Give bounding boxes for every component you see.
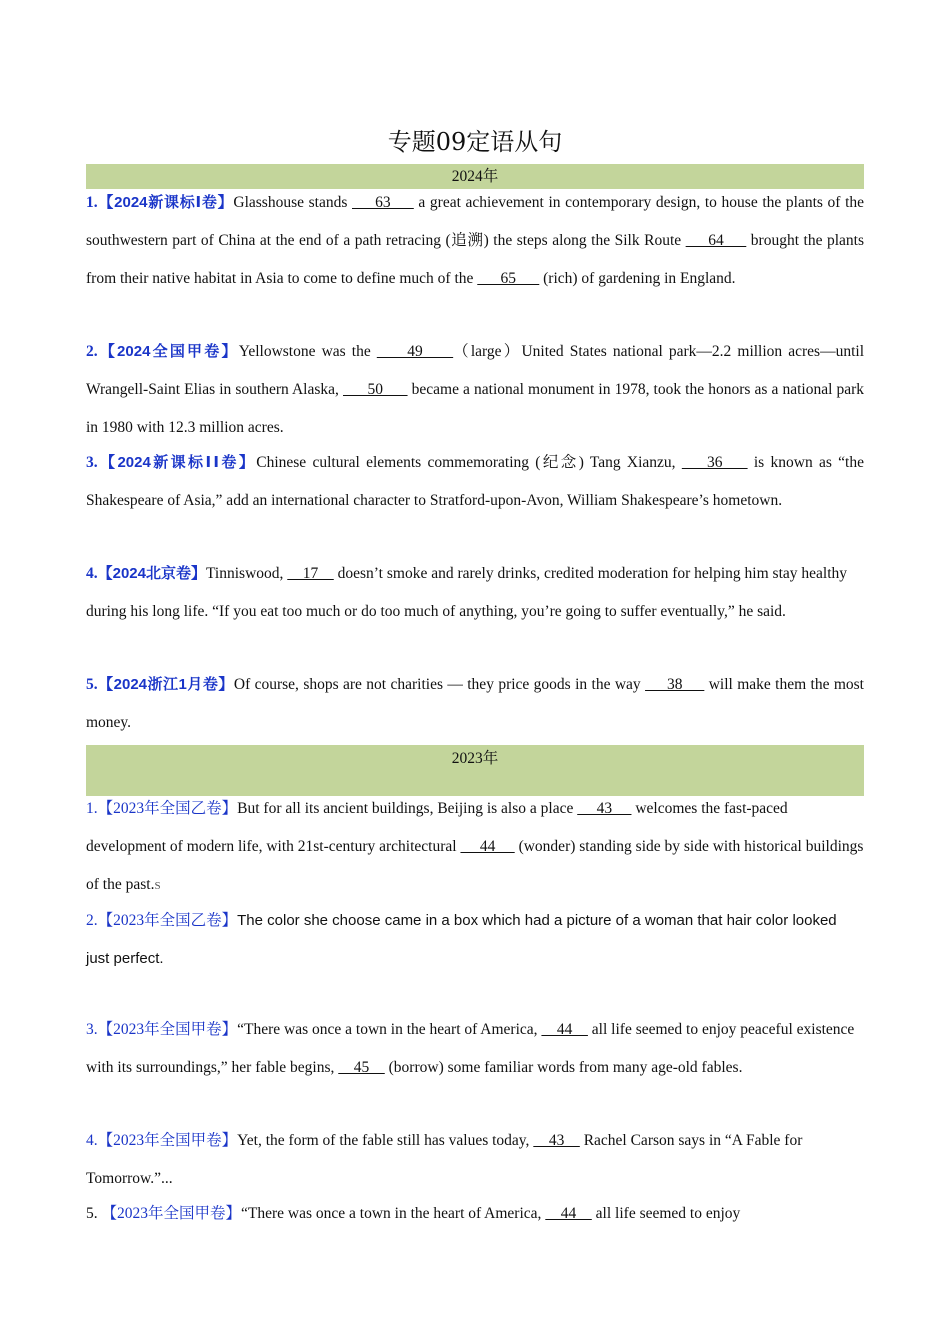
question-text: doesn’t smoke and rarely drinks, credited moderation for helping him stay healthy during his long life. “If you eat too much or do too much of anything, you’re going to suffer eventually,” he said.: [86, 565, 847, 620]
question-text: Yellowstone was the: [238, 343, 377, 360]
stray-mark: S: [154, 880, 161, 892]
answer-blank: 17: [287, 565, 334, 582]
answer-blank: 36: [681, 454, 748, 471]
question-2023-1: [86, 790, 864, 905]
answer-blank: 63: [352, 194, 414, 211]
answer-blank: 44: [460, 838, 515, 855]
question-2023-4: [86, 1122, 864, 1198]
question-text: (rich) of gardening in England.: [539, 270, 736, 287]
answer-blank: 43: [577, 800, 632, 817]
section-header-2024: 2024年: [86, 164, 864, 189]
question-text: “There was once a town in the heart of America,: [237, 1021, 542, 1038]
question-text: Yet, the form of the fable still has values today,: [237, 1132, 534, 1149]
question-source: 【2024全国甲卷】: [97, 343, 239, 360]
question-text: Glasshouse stands: [233, 194, 352, 211]
question-text: is known as “the Shakespeare of Asia,” add an international character to Stratford-upon-Avon, William Shakespeare’s hometown.: [86, 454, 864, 509]
question-text: Of course, shops are not charities — they price goods in the way: [233, 676, 646, 693]
question-text: (borrow) some familiar words from many age-old fables.: [384, 1059, 743, 1076]
question-number: 5.: [86, 1205, 102, 1222]
question-2024-2: [86, 333, 864, 447]
question-2023-3: [86, 1011, 864, 1087]
question-number: 2.: [86, 912, 98, 929]
answer-blank: 65: [477, 270, 540, 287]
question-text: Rachel Carson says in “A Fable for Tomorrow.”...: [86, 1132, 803, 1187]
question-2023-5: [86, 1195, 864, 1233]
question-text: Chinese cultural elements commemorating (纪念) Tang Xianzu,: [256, 454, 682, 471]
answer-blank: 43: [533, 1132, 580, 1149]
question-number: 5.: [86, 676, 98, 693]
question-text: But for all its ancient buildings, Beijing is also a place: [237, 800, 578, 817]
question-text: welcomes the fast-paced development of modern life, with 21st-century architectural: [86, 800, 788, 855]
question-number: 4.: [86, 1132, 98, 1149]
question-source: 【2023年全国甲卷】: [101, 1205, 242, 1222]
question-2024-5: [86, 666, 864, 742]
question-number: 1.: [86, 800, 98, 817]
question-source: 【2024新课标ⅠⅠ卷】: [97, 454, 257, 471]
question-number: 3.: [86, 454, 98, 471]
question-text: Tinniswood,: [206, 565, 288, 582]
question-2024-3: [86, 444, 864, 520]
question-text: all life seemed to enjoy peaceful existence with its surroundings,” her fable begins,: [86, 1021, 855, 1076]
question-text: (wonder) standing side by side with historical buildings of the past.: [86, 838, 864, 893]
question-text: became a national monument in 1978, took the honors as a national park in 1980 with 12.3 million acres.: [86, 381, 865, 436]
section-header-2023: 2023年: [86, 745, 864, 796]
question-text: a great achievement in contemporary design, to house the plants of the southwestern part of China at the end of a path retracing (追溯) the steps along the Silk Route: [86, 194, 865, 249]
question-text: all life seemed to enjoy: [591, 1205, 741, 1222]
answer-blank: 50: [343, 381, 408, 398]
question-source: 【2023年全国甲卷】: [97, 1021, 238, 1038]
question-number: 1.: [86, 194, 98, 211]
answer-blank: 44: [545, 1205, 592, 1222]
question-source: 【2024浙江1月卷】: [97, 676, 234, 693]
question-source: 【2023年全国甲卷】: [97, 1132, 238, 1149]
question-text: “There was once a town in the heart of America,: [241, 1205, 546, 1222]
question-2024-4: [86, 555, 864, 631]
question-source: 【2024新课标Ⅰ卷】: [97, 194, 234, 211]
question-number: 2.: [86, 343, 98, 360]
answer-blank: 45: [338, 1059, 385, 1076]
answer-blank: 38: [645, 676, 705, 693]
question-source: 【2023年全国乙卷】: [97, 912, 238, 929]
answer-blank: 44: [541, 1021, 588, 1038]
question-text: （large）United States national park—2.2 million acres—until Wrangell-Saint Elias in southern Alaska,: [86, 343, 865, 398]
answer-blank: 64: [685, 232, 747, 249]
question-2024-1: [86, 184, 864, 298]
question-text: The color she choose came in a box which had a picture of a woman that hair color looked just perfect.: [86, 912, 837, 967]
question-text: will make them the most money.: [86, 676, 864, 731]
question-number: 3.: [86, 1021, 98, 1038]
question-source: 【2023年全国乙卷】: [97, 800, 238, 817]
question-2023-2: [86, 902, 864, 978]
question-source: 【2024北京卷】: [97, 565, 206, 582]
question-number: 4.: [86, 565, 98, 582]
question-text: brought the plants from their native habitat in Asia to come to define much of the: [86, 232, 864, 287]
page-title: 专题09定语从句: [387, 128, 563, 156]
answer-blank: 49: [376, 343, 454, 360]
